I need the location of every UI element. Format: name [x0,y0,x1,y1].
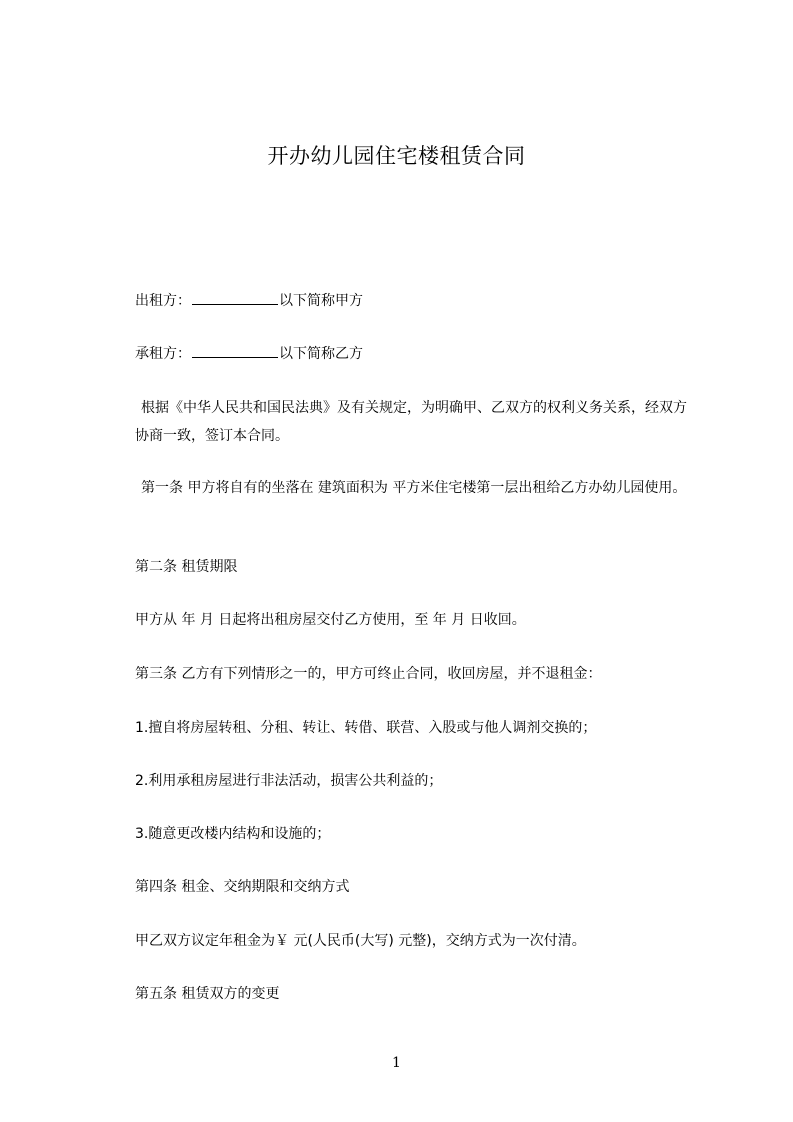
article3-heading: 第三条 乙方有下列情形之一的，甲方可终止合同，收回房屋，并不退租金： [135,666,602,682]
article2-body: 甲方从 年 月 日起将出租房屋交付乙方使用，至 年 月 日收回。 [135,612,526,628]
article3-item2: 2.利用承租房屋进行非法活动，损害公共利益的； [135,773,443,789]
lessee-suffix: 以下简称乙方 [279,346,363,362]
lessee-label: 承租方： [135,346,191,362]
preamble-paragraph: 根据《中华人民共和国民法典》及有关规定，为明确甲、乙双方的权利义务关系，经双方协商一致，签订本合同。 [135,400,687,444]
lessor-blank [192,290,278,305]
lessee-line [135,340,695,368]
article4-body: 甲乙双方议定年租金为￥ 元(人民币(大写) 元整)，交纳方式为一次付清。 [135,933,586,949]
article3-item1: 1.擅自将房屋转租、分租、转让、转借、联营、入股或与他人调剂交换的； [135,720,597,736]
lessor-label: 出租方： [135,293,191,309]
lessor-line [135,287,695,315]
article1-paragraph: 第一条 甲方将自有的坐落在 建筑面积为 平方米住宅楼第一层出租给乙方办幼儿园使用。 [141,480,687,496]
page-title: 开办幼儿园住宅楼租赁合同 [267,144,526,168]
article2-heading: 第二条 租赁期限 [135,559,238,575]
article3-item3: 3.随意更改楼内结构和设施的； [135,826,331,842]
article5-heading: 第五条 租赁双方的变更 [135,986,280,1002]
page-number: 1 [392,1055,401,1071]
lessee-blank [192,343,278,358]
article4-heading: 第四条 租金、交纳期限和交纳方式 [135,879,350,895]
lessor-suffix: 以下简称甲方 [279,293,363,309]
